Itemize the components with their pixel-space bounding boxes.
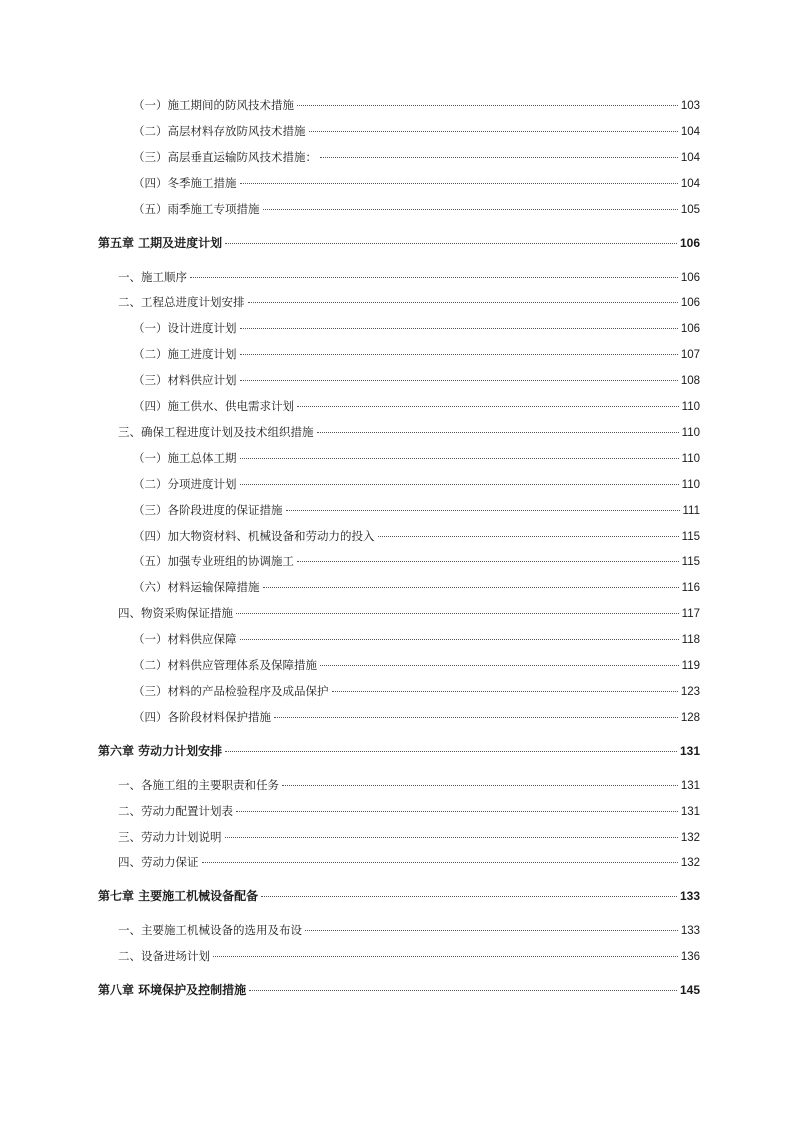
dot-leader bbox=[240, 354, 678, 355]
toc-entry-title: （六）材料运输保障措施 bbox=[133, 580, 260, 595]
toc-entry-title: （三）各阶段进度的保证措施 bbox=[133, 502, 283, 517]
dot-leader bbox=[190, 277, 678, 278]
toc-entry[interactable] bbox=[133, 475, 700, 493]
toc-entry-title: （五）加强专业班组的协调施工 bbox=[133, 554, 294, 569]
dot-leader bbox=[236, 613, 679, 614]
toc-chapter-entry[interactable] bbox=[98, 234, 700, 252]
dot-leader bbox=[274, 717, 678, 718]
dot-leader bbox=[263, 587, 679, 588]
dot-leader bbox=[320, 665, 679, 666]
toc-page-number: 119 bbox=[681, 660, 700, 672]
toc-page-number: 132 bbox=[680, 831, 700, 844]
toc-page-number: 110 bbox=[681, 478, 700, 491]
toc-page-number: 116 bbox=[681, 582, 700, 595]
toc-page-number: 131 bbox=[680, 805, 700, 818]
toc-entry-title: （二）施工进度计划 bbox=[133, 347, 237, 362]
toc-page-number: 118 bbox=[681, 634, 700, 647]
toc-entry-title: （四）各阶段材料保护措施 bbox=[133, 709, 271, 724]
toc-entry-title: 四、劳动力保证 bbox=[118, 855, 199, 870]
dot-leader bbox=[202, 862, 678, 863]
dot-leader bbox=[240, 484, 679, 485]
toc-entry-title: 第八章 环境保护及控制措施 bbox=[98, 983, 247, 998]
toc-page-number: 103 bbox=[680, 100, 700, 112]
toc-entry-title: （四）冬季施工措施 bbox=[133, 175, 237, 190]
toc-page-number: 110 bbox=[681, 401, 700, 413]
toc-entry[interactable] bbox=[133, 397, 700, 415]
toc-entry-title: （二）材料供应管理体系及保障措施 bbox=[133, 658, 317, 672]
dot-leader bbox=[240, 380, 678, 381]
toc-entry-title: （一）材料供应保障 bbox=[133, 632, 237, 647]
toc-entry[interactable] bbox=[133, 501, 700, 519]
toc-page-number: 145 bbox=[679, 983, 700, 998]
dot-leader bbox=[286, 510, 680, 511]
toc-chapter-entry[interactable] bbox=[98, 887, 700, 905]
toc-entry[interactable] bbox=[133, 200, 700, 218]
toc-entry[interactable] bbox=[133, 656, 700, 674]
toc-chapter-entry[interactable] bbox=[98, 742, 700, 760]
toc-page-number: 133 bbox=[680, 925, 700, 938]
toc-entry-title: 一、主要施工机械设备的选用及布设 bbox=[118, 923, 302, 938]
dot-leader bbox=[225, 243, 677, 244]
toc-entry[interactable] bbox=[118, 423, 700, 441]
dot-leader bbox=[378, 536, 679, 537]
toc-entry[interactable] bbox=[133, 449, 700, 467]
toc-page-number: 106 bbox=[680, 271, 700, 284]
dot-leader bbox=[320, 157, 678, 158]
toc-page-number: 117 bbox=[681, 608, 700, 621]
toc-entry[interactable] bbox=[133, 319, 700, 337]
toc-entry-title: 二、劳动力配置计划表 bbox=[118, 803, 233, 818]
toc-entry[interactable] bbox=[133, 708, 700, 726]
dot-leader bbox=[225, 837, 678, 838]
toc-page-number: 115 bbox=[681, 530, 700, 543]
toc-entry-title: 第七章 主要施工机械设备配备 bbox=[98, 889, 259, 904]
dot-leader bbox=[297, 406, 679, 407]
toc-page-number: 132 bbox=[680, 857, 700, 870]
toc-page-number: 131 bbox=[680, 779, 700, 792]
toc-entry[interactable] bbox=[118, 268, 700, 286]
dot-leader bbox=[297, 561, 679, 562]
toc-page-number: 110 bbox=[681, 426, 700, 439]
dot-leader bbox=[213, 956, 678, 957]
toc-entry-title: （五）雨季施工专项措施 bbox=[133, 201, 260, 216]
toc-page-number: 104 bbox=[680, 125, 700, 138]
toc-page-number: 115 bbox=[681, 556, 700, 569]
toc-entry-title: 三、劳动力计划说明 bbox=[118, 829, 222, 844]
toc-entry[interactable] bbox=[118, 921, 700, 939]
toc-entry-title: （三）材料的产品检验程序及成品保护 bbox=[133, 683, 329, 698]
toc-entry-title: 第六章 劳动力计划安排 bbox=[98, 743, 223, 758]
toc-page-number: 131 bbox=[679, 743, 700, 758]
toc-entry-title: （四）施工供水、供电需求计划 bbox=[133, 399, 294, 413]
toc-entry-title: （一）施工总体工期 bbox=[133, 450, 237, 465]
toc-page-number: 104 bbox=[680, 177, 700, 190]
toc-entry-title: 一、施工顺序 bbox=[118, 269, 187, 284]
toc-page-number: 106 bbox=[679, 235, 700, 250]
toc-entry-title: （四）加大物资材料、机械设备和劳动力的投入 bbox=[133, 528, 375, 543]
dot-leader bbox=[240, 328, 678, 329]
dot-leader bbox=[332, 691, 678, 692]
dot-leader bbox=[240, 183, 678, 184]
dot-leader bbox=[317, 432, 679, 433]
toc-page-number: 123 bbox=[680, 685, 700, 698]
toc-entry[interactable] bbox=[118, 604, 700, 622]
toc-entry-title: （二）高层材料存放防风技术措施 bbox=[133, 123, 306, 138]
toc-entry[interactable] bbox=[133, 578, 700, 596]
toc-entry[interactable] bbox=[133, 527, 700, 545]
toc-page-number: 106 bbox=[680, 297, 700, 310]
toc-chapter-entry[interactable] bbox=[98, 981, 700, 999]
toc-entry[interactable] bbox=[133, 552, 700, 570]
toc-entry-title: 一、各施工组的主要职责和任务 bbox=[118, 777, 279, 792]
dot-leader bbox=[249, 990, 677, 991]
toc-page-number: 104 bbox=[680, 151, 700, 164]
toc-entry-title: 二、工程总进度计划安排 bbox=[118, 295, 245, 310]
toc-entry-title: （一）设计进度计划 bbox=[133, 321, 237, 336]
toc-entry[interactable] bbox=[133, 682, 700, 700]
toc-page-number: 107 bbox=[680, 349, 700, 362]
toc-page-number: 133 bbox=[679, 889, 700, 904]
toc-entry[interactable] bbox=[118, 828, 700, 846]
dot-leader bbox=[309, 131, 678, 132]
toc-entry[interactable] bbox=[133, 345, 700, 363]
toc-page-number: 106 bbox=[680, 323, 700, 336]
toc-page-number: 110 bbox=[681, 452, 700, 465]
toc-page-number: 128 bbox=[680, 711, 700, 724]
toc-entry[interactable] bbox=[133, 96, 700, 114]
toc-page-number: 136 bbox=[680, 951, 700, 964]
toc-entry[interactable] bbox=[118, 802, 700, 820]
toc-entry[interactable] bbox=[133, 148, 700, 166]
toc-entry-title: （三）高层垂直运输防风技术措施： bbox=[133, 149, 317, 164]
dot-leader bbox=[305, 930, 678, 931]
toc-entry-title: 三、确保工程进度计划及技术组织措施 bbox=[118, 424, 314, 439]
toc-entry[interactable] bbox=[118, 853, 700, 871]
toc-page-number: 108 bbox=[680, 375, 700, 388]
dot-leader bbox=[236, 811, 678, 812]
dot-leader bbox=[248, 302, 678, 303]
toc-entry[interactable] bbox=[118, 947, 700, 965]
toc-entry-title: 第五章 工期及进度计划 bbox=[98, 235, 223, 250]
toc-entry[interactable] bbox=[133, 630, 700, 648]
dot-leader bbox=[263, 209, 678, 210]
toc-page-number: 105 bbox=[680, 203, 700, 216]
toc-entry[interactable] bbox=[133, 174, 700, 192]
toc-entry[interactable] bbox=[118, 293, 700, 311]
toc-entry-title: 二、设备进场计划 bbox=[118, 949, 210, 964]
toc-entry-title: 四、物资采购保证措施 bbox=[118, 606, 233, 621]
toc-page-number: 111 bbox=[682, 504, 700, 517]
toc-entry[interactable] bbox=[133, 122, 700, 140]
dot-leader bbox=[297, 105, 678, 106]
dot-leader bbox=[282, 785, 678, 786]
toc-entry-title: （一）施工期间的防风技术措施 bbox=[133, 98, 294, 112]
toc-entry-title: （三）材料供应计划 bbox=[133, 373, 237, 388]
dot-leader bbox=[240, 458, 679, 459]
dot-leader bbox=[261, 896, 677, 897]
dot-leader bbox=[240, 639, 679, 640]
toc-entry-title: （二）分项进度计划 bbox=[133, 476, 237, 491]
toc-entry[interactable] bbox=[133, 371, 700, 389]
dot-leader bbox=[225, 751, 677, 752]
toc-entry[interactable] bbox=[118, 776, 700, 794]
